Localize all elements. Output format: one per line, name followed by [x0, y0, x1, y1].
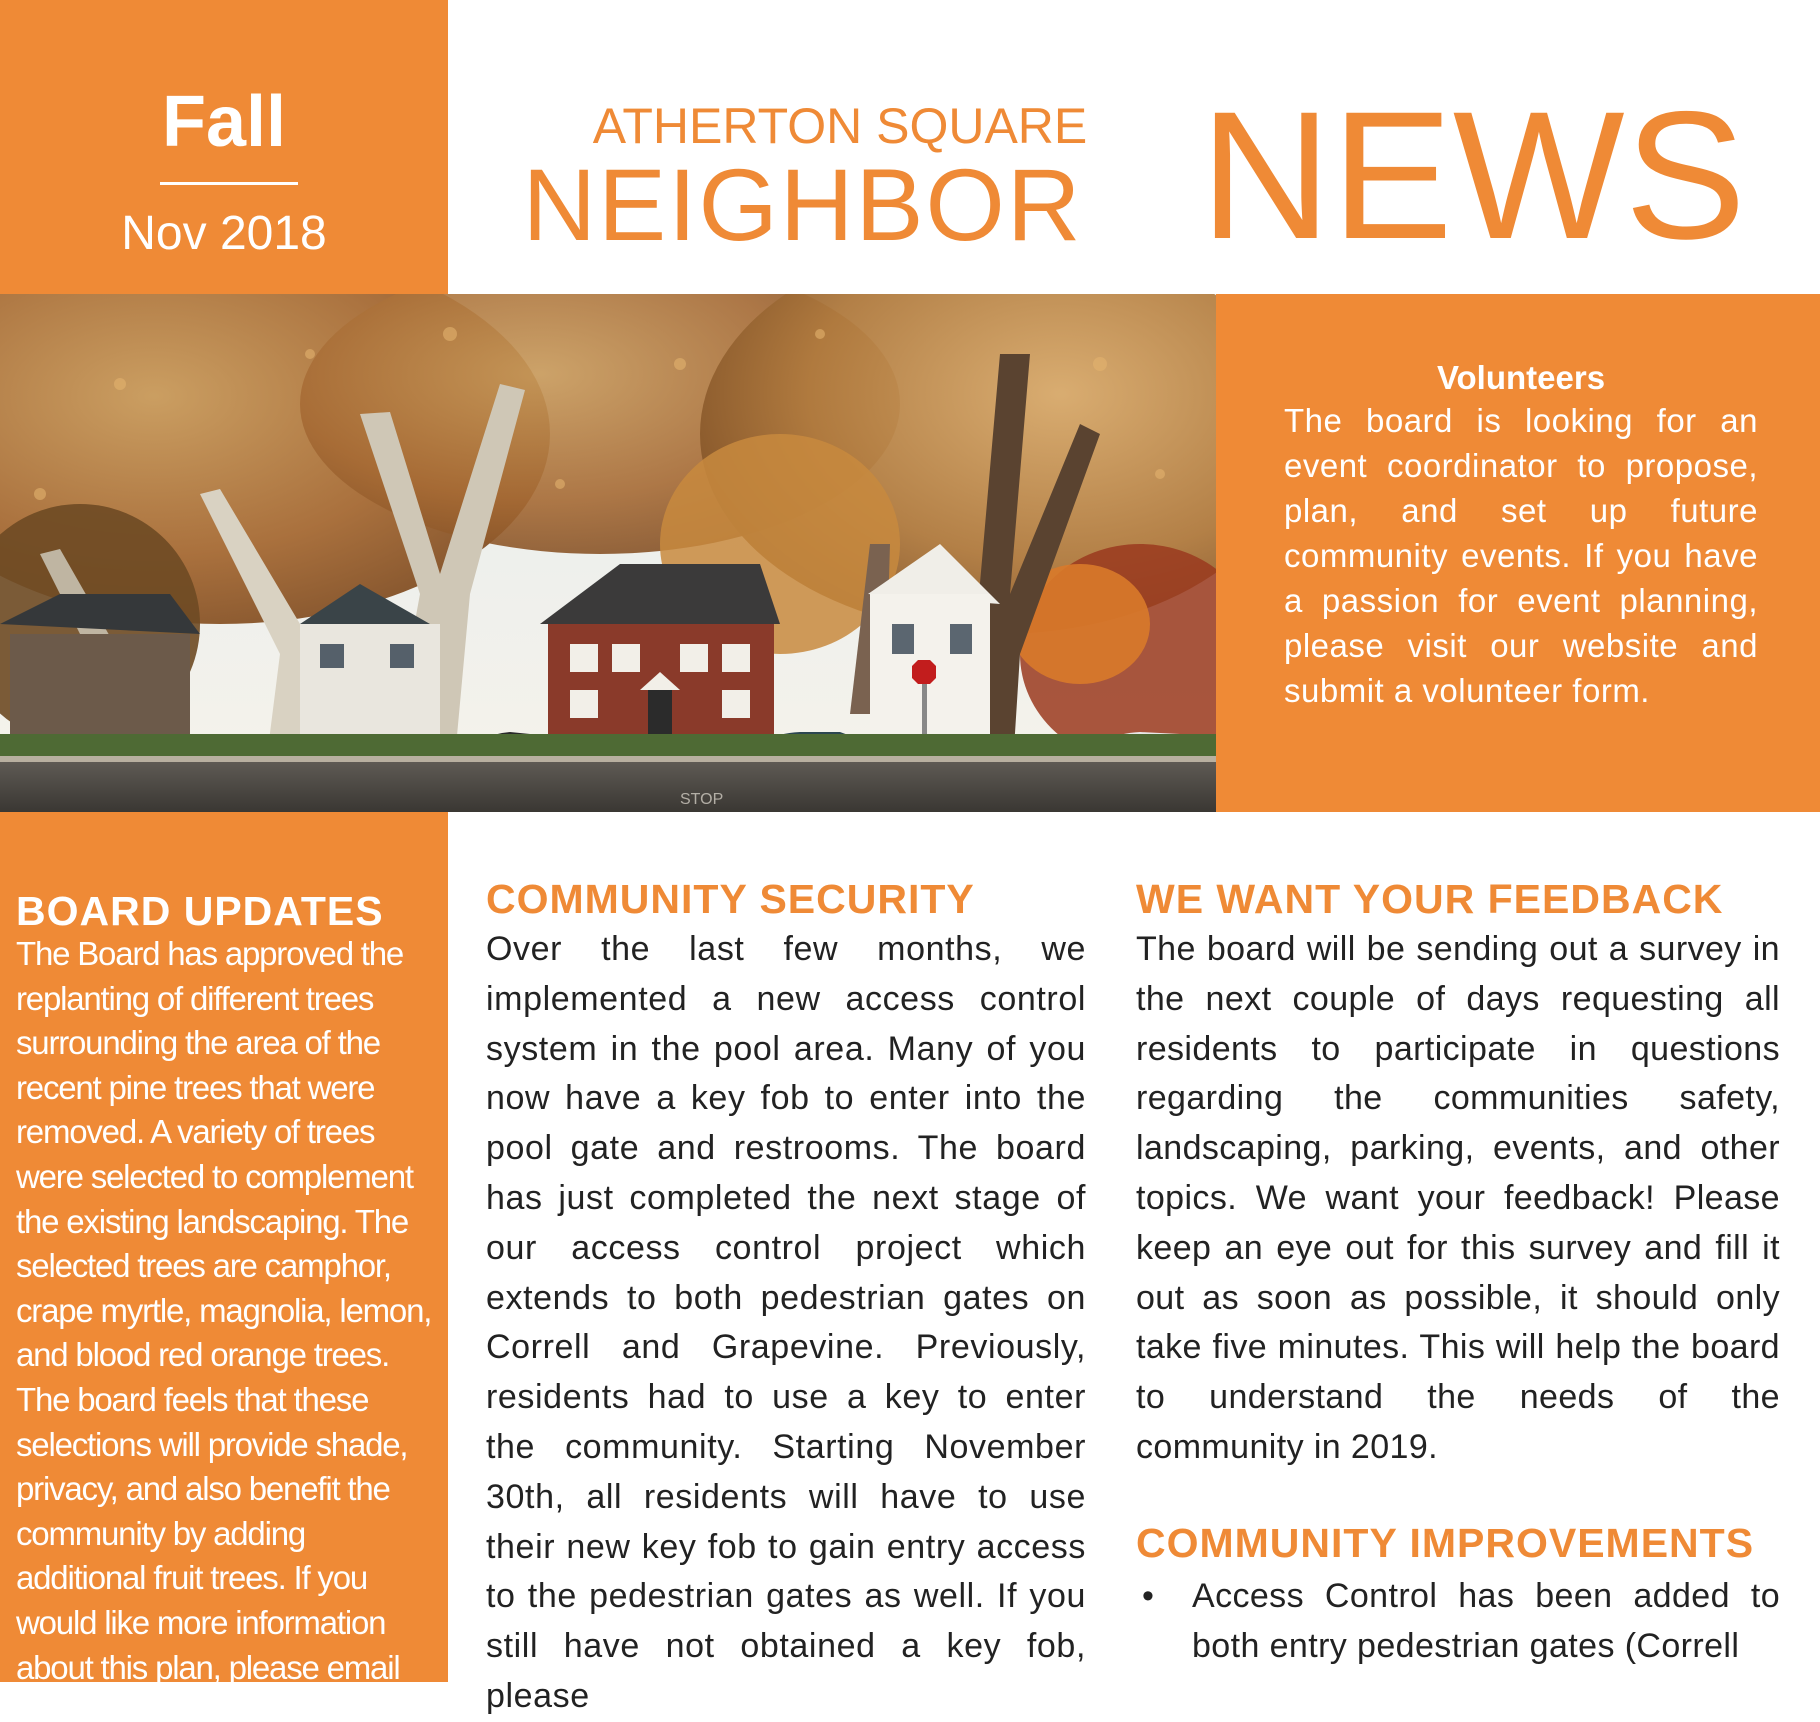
masthead-community-name: ATHERTON SQUARE: [592, 98, 1088, 154]
community-security-body: Over the last few months, we implemented a new access control system in the pool area. Many of you now have a key fob to enter into the pool gate and restrooms. The board has just completed the next stage of our access control project which extends to both pedestrian gates on Correll and Grapevine. Previously, residents had to use a key to enter the community. Starting November 30th, all residents will have to use their new key fob to gain entry access to the pedestrian gates as well. If you still have not obtained a key fob, please: [486, 930, 1086, 1715]
issue-date: Nov 2018: [121, 207, 327, 260]
board-updates-column: [0, 812, 448, 1686]
list-item: [1136, 1572, 1780, 1672]
masthead-neighbor: NEIGHBOR: [522, 148, 1083, 262]
masthead-news: NEWS: [1200, 73, 1746, 277]
feedback-body: The board will be sending out a survey in the next couple of days requesting all residents to participate in questions regarding the communities safety, landscaping, parking, events, and other topics. We want your feedback! Please keep an eye out for this survey and fill it out as soon as possible, it should only take five minutes. This will help the board to understand the needs of the community in 2019.: [1136, 930, 1780, 1466]
community-security-heading: COMMUNITY SECURITY: [486, 876, 975, 922]
season-label: Fall: [161, 82, 287, 162]
community-improvements-list: [1136, 1572, 1780, 1672]
svg-text:STOP: STOP: [680, 791, 724, 808]
volunteers-body: The board is looking for an event coordinator to propose, plan, and set up future community events. If you have a passion for event planning, please visit our website and submit a volunteer form.: [1284, 402, 1758, 709]
list-item-text: Access Control has been added to both entry pedestrian gates (Correll: [1192, 1577, 1780, 1665]
autumn-street-photo: [0, 294, 1216, 812]
season-divider: [160, 182, 298, 185]
feedback-heading: WE WANT YOUR FEEDBACK: [1136, 876, 1724, 922]
volunteers-box: [1216, 294, 1820, 812]
board-updates-heading: BOARD UPDATES: [16, 888, 384, 934]
community-improvements-heading: COMMUNITY IMPROVEMENTS: [1136, 1520, 1755, 1566]
bullet-icon: •: [1142, 1577, 1155, 1615]
volunteers-title: Volunteers: [1436, 359, 1606, 396]
board-updates-body: The Board has approved the replanting of different trees surrounding the area of the recent pine trees that were removed. A variety of trees were selected to complement the existing landscaping. The selected trees are camphor, crape myrtle, magnolia, lemon, and blood red orange trees. The board feels that these selections will provide shade, privacy, and also benefit the community by adding additional fruit trees. If you would like more information about this plan, please email: [16, 935, 432, 1686]
season-box: [0, 0, 448, 294]
volunteers-content: [1284, 358, 1758, 713]
